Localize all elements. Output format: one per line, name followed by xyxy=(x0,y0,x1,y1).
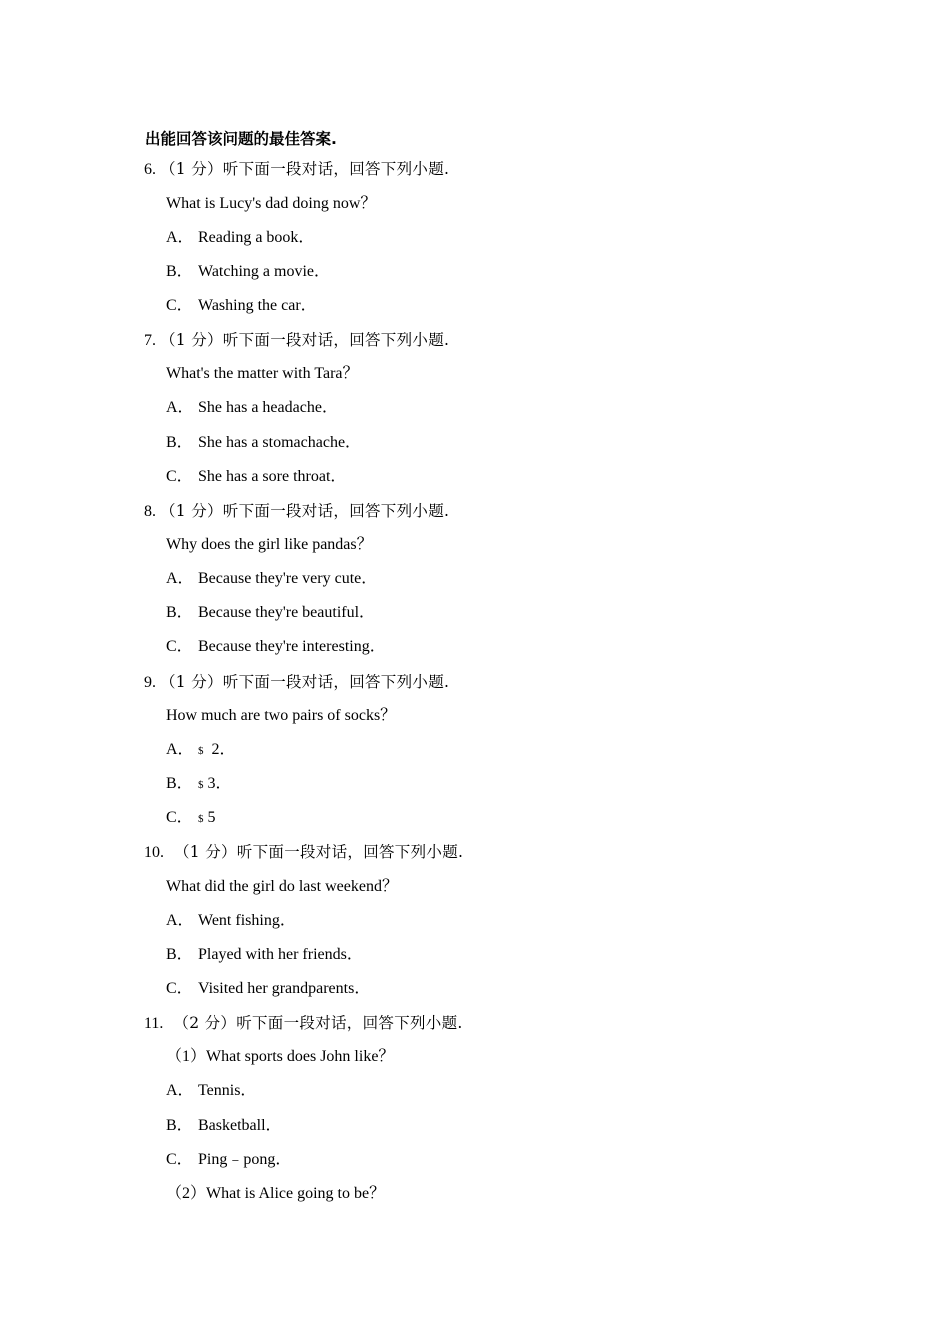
question-instruction: （1 分）听下面一段对话，回答下列小题. xyxy=(160,331,450,349)
question-9-stem: How much are two pairs of socks？ xyxy=(166,707,397,724)
option-text: Played with her friends． xyxy=(198,946,363,963)
question-6-stem: What is Lucy's dad doing now？ xyxy=(166,195,377,212)
option-letter: C． xyxy=(166,638,193,655)
question-10-option-c xyxy=(166,979,370,999)
question-10-header xyxy=(144,842,463,863)
option-letter: B． xyxy=(166,775,193,792)
question-10-stem: What did the girl do last weekend？ xyxy=(166,878,398,895)
option-text: Visited her grandparents． xyxy=(198,980,371,997)
currency-symbol: $ xyxy=(198,779,204,791)
option-text: 3． xyxy=(207,775,232,792)
option-text: Basketball． xyxy=(198,1117,282,1134)
question-10-option-a xyxy=(166,911,296,931)
question-11-header xyxy=(144,1013,463,1034)
question-6-header xyxy=(144,159,449,180)
option-text: 2． xyxy=(207,741,236,758)
currency-symbol: $ xyxy=(198,813,204,825)
option-text: She has a headache． xyxy=(198,399,338,416)
option-text: Went fishing． xyxy=(198,912,296,929)
question-11-option-b xyxy=(166,1116,282,1136)
option-letter: B． xyxy=(166,263,193,280)
option-letter: B． xyxy=(166,946,193,963)
question-11-subquestion-2: （2）What is Alice going to be？ xyxy=(166,1185,386,1202)
option-text: Because they're interesting． xyxy=(198,638,386,655)
question-instruction: （1 分）听下面一段对话，回答下列小题. xyxy=(160,502,450,520)
option-letter: A． xyxy=(166,1082,194,1099)
question-number: 8. xyxy=(144,503,156,520)
option-text: Reading a book． xyxy=(198,229,315,246)
question-11-option-c xyxy=(166,1150,291,1170)
option-text: Because they're very cute． xyxy=(198,570,378,587)
option-letter: A． xyxy=(166,912,194,929)
question-8-option-c xyxy=(166,637,386,657)
option-text: Tennis． xyxy=(198,1082,257,1099)
question-number: 11. xyxy=(144,1015,164,1032)
currency-symbol: $ xyxy=(198,745,204,757)
option-letter: B． xyxy=(166,434,193,451)
question-7-option-a xyxy=(166,398,338,418)
question-number: 10. xyxy=(144,844,164,861)
question-7-option-b xyxy=(166,433,361,453)
question-number: 6. xyxy=(144,161,156,178)
option-letter: C． xyxy=(166,468,193,485)
question-6-option-c xyxy=(166,296,317,316)
question-9-option-c xyxy=(166,808,216,829)
option-letter: A． xyxy=(166,570,194,587)
option-letter: A． xyxy=(166,399,194,416)
question-instruction: （1 分）听下面一段对话，回答下列小题. xyxy=(160,160,450,178)
question-7-header xyxy=(144,330,449,351)
option-text: Ping﹣pong． xyxy=(198,1151,292,1168)
option-letter: C． xyxy=(166,809,193,826)
question-8-header xyxy=(144,501,449,522)
option-text: She has a stomachache． xyxy=(198,434,362,451)
option-letter: A． xyxy=(166,229,194,246)
option-text: Because they're beautiful． xyxy=(198,604,376,621)
question-8-option-b xyxy=(166,603,375,623)
question-7-option-c xyxy=(166,467,346,487)
option-letter: C． xyxy=(166,1151,193,1168)
option-text: Washing the car． xyxy=(198,297,317,314)
question-10-option-b xyxy=(166,945,363,965)
question-7-stem: What's the matter with Tara？ xyxy=(166,365,359,382)
option-text: Watching a movie． xyxy=(198,263,331,280)
question-9-option-b xyxy=(166,774,232,795)
question-9-option-a xyxy=(166,740,236,761)
question-8-option-a xyxy=(166,569,377,589)
question-number: 7. xyxy=(144,332,156,349)
option-text: 5 xyxy=(207,809,216,826)
question-6-option-a xyxy=(166,228,314,248)
option-letter: A． xyxy=(166,741,194,758)
question-instruction: （1 分）听下面一段对话，回答下列小题. xyxy=(174,843,464,861)
option-letter: B． xyxy=(166,1117,193,1134)
question-11-subquestion-1: （1）What sports does John like？ xyxy=(166,1048,395,1065)
option-text: She has a sore throat． xyxy=(198,468,347,485)
question-number: 9. xyxy=(144,674,156,691)
option-letter: C． xyxy=(166,980,193,997)
option-letter: B． xyxy=(166,604,193,621)
question-instruction: （2 分）听下面一段对话，回答下列小题. xyxy=(173,1014,463,1032)
question-9-header xyxy=(144,672,449,693)
intro-text: 出能回答该问题的最佳答案. xyxy=(145,130,337,148)
question-6-option-b xyxy=(166,262,330,282)
option-letter: C． xyxy=(166,297,193,314)
question-instruction: （1 分）听下面一段对话，回答下列小题. xyxy=(160,673,450,691)
question-8-stem: Why does the girl like pandas？ xyxy=(166,536,373,553)
question-11-option-a xyxy=(166,1081,256,1101)
